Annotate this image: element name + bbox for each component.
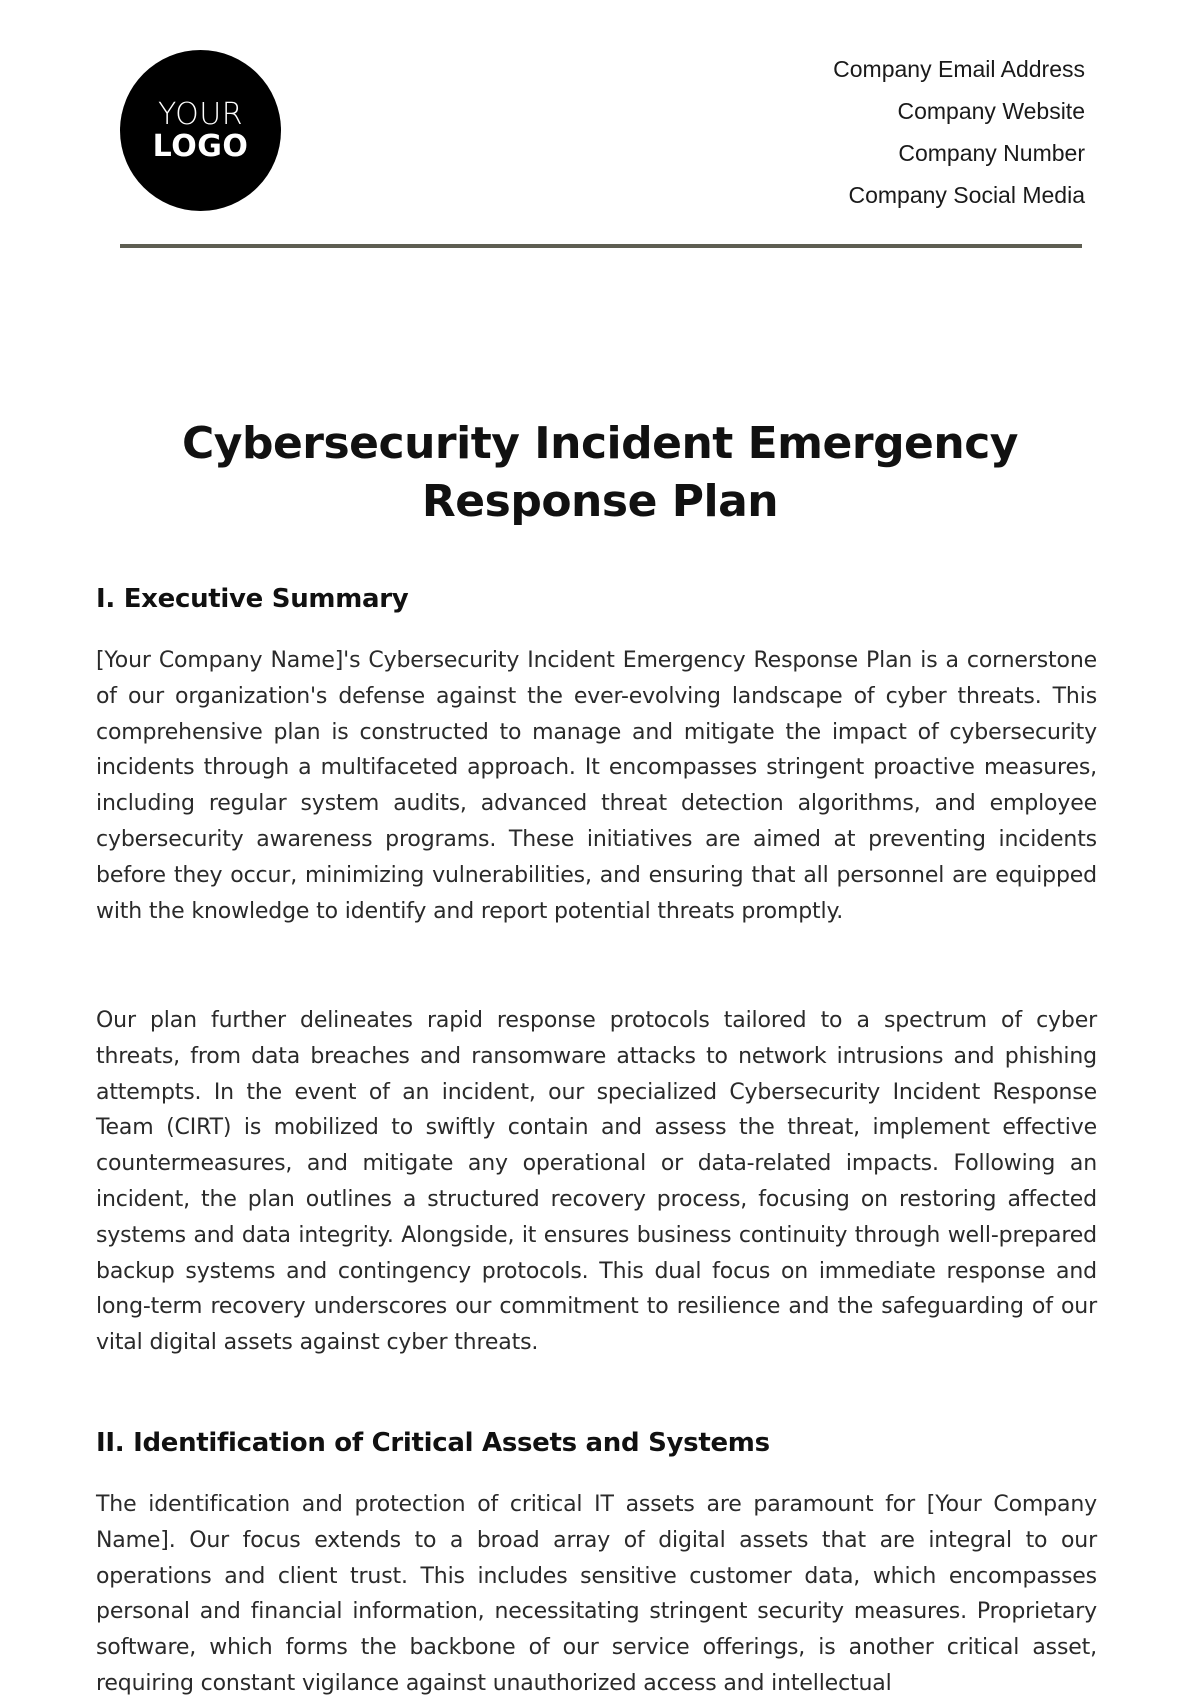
- logo-text-line2: LOGO: [152, 128, 249, 164]
- document-title: Cybersecurity Incident Emergency Response Plan: [181, 418, 1018, 527]
- company-contact-block: [833, 52, 1085, 220]
- company-number: Company Number: [898, 140, 1085, 166]
- logo-text-line1: YOUR: [157, 97, 244, 132]
- executive-summary-paragraph-1: [Your Company Name]'s Cybersecurity Incident Emergency Response Plan is a cornerstone of our organization's defense against the ever-evolving landscape of cyber threats. This comprehensive plan is constructed to manage and mitigate the impact of cybersecurity incidents through a multifaceted approach. It encompasses stringent proactive measures, including regular system audits, advanced threat detection algorithms, and employee cybersecurity awareness programs. These initiatives are aimed at preventing incidents before they occur, minimizing vulnerabilities, and ensuring that all personnel are equipped with the knowledge to identify and report potential threats promptly.: [96, 648, 1097, 924]
- company-email: Company Email Address: [833, 56, 1085, 82]
- company-social-media: Company Social Media: [848, 182, 1085, 208]
- executive-summary-paragraph-2: Our plan further delineates rapid response protocols tailored to a spectrum of cyber threats, from data breaches and ransomware attacks to network intrusions and phishing attempts. In the event of an incident, our specialized Cybersecurity Incident Response Team (CIRT) is mobilized to swiftly contain and assess the threat, implement effective countermeasures, and mitigate any operational or data-related impacts. Following an incident, the plan outlines a structured recovery process, focusing on restoring affected systems and data integrity. Alongside, it ensures business continuity through well-prepared backup systems and contingency protocols. This dual focus on immediate response and long-term recovery underscores our commitment to resilience and the safeguarding of our vital digital assets against cyber threats.: [96, 1008, 1097, 1356]
- company-website: Company Website: [897, 98, 1085, 124]
- critical-assets-paragraph-1: The identification and protection of critical IT assets are paramount for [Your Company Name]. Our focus extends to a broad array of digital assets that are integral to our operations and client trust. This includes sensitive customer data, which encompasses personal and financial information, necessitating stringent security measures. Proprietary software, which forms the backbone of our service offerings, is another critical asset, requiring constant vigilance against unauthorized access and intellectual: [96, 1492, 1097, 1696]
- section-heading-executive-summary: I. Executive Summary: [96, 584, 409, 614]
- section-heading-critical-assets: II. Identification of Critical Assets and Systems: [96, 1428, 770, 1458]
- header-divider: [120, 244, 1082, 248]
- company-logo: [120, 50, 281, 211]
